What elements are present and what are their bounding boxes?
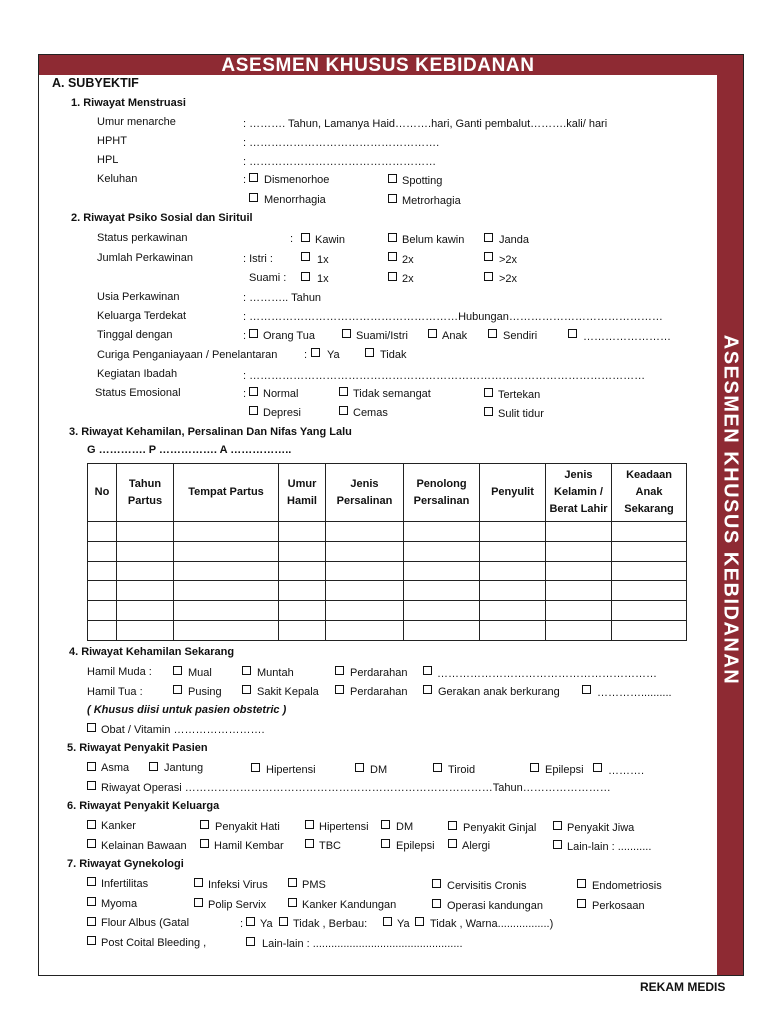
checkbox-kanker-keluarga[interactable] (87, 820, 96, 829)
history-table (87, 463, 687, 641)
flour-colon: : (240, 918, 244, 930)
label-suami-1x: 1x (317, 273, 329, 285)
heading-penyakit-keluarga: 6. Riwayat Penyakit Keluarga (67, 800, 220, 812)
checkbox-penyakit-hati[interactable] (200, 820, 209, 829)
form-title: ASESMEN KHUSUS KEBIDANAN (39, 55, 717, 75)
label-kanker-kandungan: Kanker Kandungan (302, 899, 397, 911)
field-hpl[interactable]: : …………………………………………… (243, 156, 437, 168)
label-keluarga-lain: Lain-lain : ........... (567, 841, 652, 853)
label-anak: Anak (442, 330, 468, 342)
checkbox-tinggal-lain[interactable] (568, 329, 577, 338)
label-infeksi-virus: Infeksi Virus (208, 879, 268, 891)
checkbox-perdarahan-tua[interactable] (335, 685, 344, 694)
checkbox-hipertensi-keluarga[interactable] (305, 820, 314, 829)
label-kelainan-bawaan: Kelainan Bawaan (101, 840, 187, 852)
label-perdarahan-muda: Perdarahan (350, 667, 408, 679)
label-mual: Mual (188, 667, 212, 679)
checkbox-depresi[interactable] (249, 406, 258, 415)
checkbox-sulit-tidur[interactable] (484, 407, 493, 416)
checkbox-suami-2x[interactable] (388, 272, 397, 281)
label-normal: Normal (263, 388, 299, 400)
label-keluhan: Keluhan (97, 173, 138, 185)
checkbox-suami-gt2x[interactable] (484, 272, 493, 281)
table-row[interactable] (88, 581, 687, 601)
heading-gynekologi: 7. Riwayat Gynekologi (67, 858, 184, 870)
table-row[interactable] (88, 561, 687, 581)
checkbox-sakit-kepala[interactable] (242, 685, 251, 694)
heading-riwayat-kehamilan-lalu: 3. Riwayat Kehamilan, Persalinan Dan Nifas Yang Lalu (69, 426, 352, 438)
checkbox-kanker-kandungan[interactable] (288, 898, 297, 907)
checkbox-dismenorhoe[interactable] (249, 173, 258, 182)
label-penyakit-hati: Penyakit Hati (215, 821, 280, 833)
label-spotting: Spotting (402, 175, 443, 187)
checkbox-penyakit-ginjal[interactable] (448, 821, 457, 830)
label-pusing: Pusing (188, 686, 222, 698)
label-endometriosis: Endometriosis (592, 880, 662, 892)
checkbox-muntah[interactable] (242, 666, 251, 675)
checkbox-berbau-ya[interactable] (383, 917, 392, 926)
checkbox-alergi[interactable] (448, 839, 457, 848)
checkbox-metrorhagia[interactable] (388, 194, 397, 203)
label-gatal-tidak: Tidak , Berbau: (293, 918, 368, 930)
checkbox-asma[interactable] (87, 762, 96, 771)
label-hamil-kembar: Hamil Kembar (214, 840, 284, 852)
col-tahun-partus: Tahun Partus (117, 464, 174, 522)
field-usia-perkawinan[interactable]: : ……….. Tahun (243, 292, 322, 304)
checkbox-anak[interactable] (428, 329, 437, 338)
col-penyulit: Penyulit (480, 464, 546, 522)
label-cemas: Cemas (353, 407, 388, 419)
label-metrorhagia: Metrorhagia (402, 195, 461, 207)
checkbox-cemas[interactable] (339, 406, 348, 415)
label-riwayat-operasi: Riwayat Operasi …………………………………………………………………………Tahun…………………… (101, 782, 611, 794)
label-sakit-kepala: Sakit Kepala (257, 686, 319, 698)
checkbox-post-coital[interactable] (87, 936, 96, 945)
tinggal-colon: : (243, 330, 247, 342)
label-cervisitis: Cervisitis Cronis (447, 880, 527, 892)
checkbox-keluarga-lain[interactable] (553, 840, 562, 849)
checkbox-endometriosis[interactable] (577, 879, 586, 888)
col-jenis-persalinan: Jenis Persalinan (326, 464, 404, 522)
label-tidak-semangat: Tidak semangat (353, 388, 431, 400)
label-perdarahan-tua: Perdarahan (350, 686, 408, 698)
emosi-colon: : (243, 388, 247, 400)
section-subyektif: A. SUBYEKTIF (52, 76, 139, 90)
checkbox-tertekan[interactable] (484, 388, 493, 397)
label-suami-istri: Suami/Istri (356, 330, 408, 342)
checkbox-infertilitas[interactable] (87, 877, 96, 886)
label-suami: Suami : (249, 272, 287, 284)
col-jenis-kelamin: Jenis Kelamin / Berat Lahir (546, 464, 612, 522)
label-depresi: Depresi (263, 407, 301, 419)
field-pasien-lain[interactable]: ………. (608, 765, 645, 777)
checkbox-istri-gt2x[interactable] (484, 252, 493, 261)
label-belum-kawin: Belum kawin (402, 234, 465, 246)
checkbox-normal[interactable] (249, 387, 258, 396)
checkbox-obat-vitamin[interactable] (87, 723, 96, 732)
table-row[interactable] (88, 541, 687, 561)
checkbox-perkosaan[interactable] (577, 899, 586, 908)
field-umur-menarche[interactable]: : ………. Tahun, Lamanya Haid……….hari, Ganti pembalut……….kali/ hari (243, 118, 608, 130)
label-tbc: TBC (319, 840, 341, 852)
checkbox-dm-keluarga[interactable] (381, 820, 390, 829)
label-epilepsi-keluarga: Epilepsi (396, 840, 435, 852)
label-istri-gt2x: >2x (499, 254, 518, 266)
label-post-coital: Post Coital Bleeding , (101, 937, 207, 949)
checkbox-jantung[interactable] (149, 762, 158, 771)
label-kawin: Kawin (315, 234, 345, 246)
checkbox-mual[interactable] (173, 666, 182, 675)
label-berbau-ya: Ya (397, 918, 410, 930)
label-sendiri: Sendiri (503, 330, 538, 342)
heading-penyakit-pasien: 5. Riwayat Penyakit Pasien (67, 742, 208, 754)
checkbox-istri-2x[interactable] (388, 252, 397, 261)
heading-psiko-sosial: 2. Riwayat Psiko Sosial dan Sirituil (71, 212, 253, 224)
checkbox-suami-1x[interactable] (301, 272, 310, 281)
checkbox-spotting[interactable] (388, 174, 397, 183)
checkbox-epilepsi-keluarga[interactable] (381, 839, 390, 848)
label-hamil-muda: Hamil Muda : (87, 666, 152, 678)
checkbox-polip-servix[interactable] (194, 898, 203, 907)
keluhan-colon: : (243, 174, 247, 186)
label-pms: PMS (302, 879, 326, 891)
checkbox-pasien-lain[interactable] (593, 763, 602, 772)
label-istri-1x: 1x (317, 254, 329, 266)
field-kegiatan-ibadah[interactable]: : ……………………………………………………………………………………………… (243, 370, 646, 382)
heading-kehamilan-sekarang: 4. Riwayat Kehamilan Sekarang (69, 646, 235, 658)
field-muda-lain[interactable]: …………………………………………………… (437, 668, 657, 680)
label-status-emosional: Status Emosional (95, 387, 181, 399)
label-jumlah-perkawinan: Jumlah Perkawinan (97, 252, 193, 264)
checkbox-curiga-tidak[interactable] (365, 348, 374, 357)
checkbox-pms[interactable] (288, 878, 297, 887)
label-istri: : Istri : (243, 253, 273, 265)
label-hipertensi-keluarga: Hipertensi (319, 821, 369, 833)
checkbox-tidak-semangat[interactable] (339, 387, 348, 396)
checkbox-curiga-ya[interactable] (311, 348, 320, 357)
label-istri-2x: 2x (402, 254, 414, 266)
label-jantung: Jantung (164, 762, 204, 774)
label-umur-menarche: Umur menarche (97, 116, 176, 128)
checkbox-berbau-tidak[interactable] (415, 917, 424, 926)
col-umur-hamil: Umur Hamil (279, 464, 326, 522)
table-row[interactable] (88, 621, 687, 641)
checkbox-myoma[interactable] (87, 897, 96, 906)
footer-rekam-medis: REKAM MEDIS (640, 980, 726, 994)
checkbox-janda[interactable] (484, 233, 493, 242)
label-janda: Janda (499, 234, 529, 246)
checkbox-penyakit-jiwa[interactable] (553, 821, 562, 830)
label-curiga-ya: Ya (327, 349, 340, 361)
label-flour-albus: Flour Albus (Gatal (101, 917, 190, 929)
checkbox-tbc[interactable] (305, 839, 314, 848)
checkbox-menorrhagia[interactable] (249, 193, 258, 202)
side-title: ASESMEN KHUSUS KEBIDANAN (719, 334, 742, 686)
field-tinggal-lain[interactable]: …………………… (583, 331, 671, 343)
label-obat-vitamin: Obat / Vitamin ……………………. (101, 724, 265, 736)
checkbox-kelainan-bawaan[interactable] (87, 839, 96, 848)
checkbox-tua-lain[interactable] (582, 685, 591, 694)
col-keadaan-anak: Keadaan Anak Sekarang (612, 464, 687, 522)
curiga-colon: : (304, 349, 308, 361)
label-menorrhagia: Menorrhagia (264, 194, 326, 206)
label-asma: Asma (101, 762, 130, 774)
table-row[interactable] (88, 522, 687, 542)
checkbox-flour-albus[interactable] (87, 917, 96, 926)
checkbox-cervisitis[interactable] (432, 879, 441, 888)
field-gpa[interactable]: G …………. P ……………. A …………….. (87, 444, 292, 456)
label-penyakit-jiwa: Penyakit Jiwa (567, 822, 635, 834)
field-hpht[interactable]: : ……………………………………………. (243, 137, 440, 149)
label-kegiatan-ibadah: Kegiatan Ibadah (97, 368, 178, 380)
label-keluarga-terdekat: Keluarga Terdekat (97, 310, 187, 322)
col-penolong-persalinan: Penolong Persalinan (404, 464, 480, 522)
field-keluarga-terdekat[interactable]: : …………………………………………………Hubungan…………………………………… (243, 311, 663, 323)
label-status-perkawinan: Status perkawinan (97, 232, 188, 244)
checkbox-gatal-tidak[interactable] (279, 917, 288, 926)
checkbox-suami-istri[interactable] (342, 329, 351, 338)
checkbox-orang-tua[interactable] (249, 329, 258, 338)
label-alergi: Alergi (462, 840, 491, 852)
label-orang-tua: Orang Tua (263, 330, 315, 342)
checkbox-istri-1x[interactable] (301, 252, 310, 261)
field-tua-lain[interactable]: ………….......... (597, 687, 672, 699)
label-gyn-lain: Lain-lain : ................................................. (262, 938, 463, 950)
label-epilepsi-pasien: Epilepsi (545, 764, 584, 776)
checkbox-dm-pasien[interactable] (355, 763, 364, 772)
label-kanker-keluarga: Kanker (101, 820, 136, 832)
label-hamil-tua: Hamil Tua : (87, 686, 143, 698)
label-polip-servix: Polip Servix (208, 899, 267, 911)
label-gatal-ya: Ya (260, 918, 273, 930)
label-infertilitas: Infertilitas (101, 878, 149, 890)
col-no: No (88, 464, 117, 522)
label-usia-perkawinan: Usia Perkawinan (97, 291, 180, 303)
label-dm-keluarga: DM (396, 821, 414, 833)
checkbox-sendiri[interactable] (488, 329, 497, 338)
heading-riwayat-menstruasi: 1. Riwayat Menstruasi (71, 97, 186, 109)
label-gerakan-anak: Gerakan anak berkurang (438, 686, 560, 698)
table-row[interactable] (88, 601, 687, 621)
col-tempat-partus: Tempat Partus (174, 464, 279, 522)
label-hpl: HPL (97, 154, 119, 166)
label-hpht: HPHT (97, 135, 127, 147)
checkbox-hipertensi-pasien[interactable] (251, 763, 260, 772)
label-tiroid: Tiroid (448, 764, 476, 776)
label-operasi-kandungan: Operasi kandungan (447, 900, 544, 912)
checkbox-muda-lain[interactable] (423, 666, 432, 675)
label-berbau-tidak: Tidak , Warna.................) (430, 918, 554, 930)
label-curiga: Curiga Penganiayaan / Penelantaran (97, 349, 278, 361)
label-penyakit-ginjal: Penyakit Ginjal (463, 822, 537, 834)
label-tinggal-dengan: Tinggal dengan (97, 329, 173, 341)
label-muntah: Muntah (257, 667, 294, 679)
label-tertekan: Tertekan (498, 389, 541, 401)
checkbox-belum-kawin[interactable] (388, 233, 397, 242)
label-suami-gt2x: >2x (499, 273, 518, 285)
checkbox-riwayat-operasi[interactable] (87, 781, 96, 790)
note-obstetric: ( Khusus diisi untuk pasien obstetric ) (87, 704, 287, 716)
label-suami-2x: 2x (402, 273, 414, 285)
table-header-row (88, 464, 687, 522)
label-myoma: Myoma (101, 898, 138, 910)
checkbox-gyn-lain[interactable] (246, 937, 255, 946)
checkbox-kawin[interactable] (301, 233, 310, 242)
label-perkosaan: Perkosaan (592, 900, 645, 912)
checkbox-gatal-ya[interactable] (246, 917, 255, 926)
checkbox-tiroid[interactable] (433, 763, 442, 772)
checkbox-gerakan-anak[interactable] (423, 685, 432, 694)
label-hipertensi-pasien: Hipertensi (266, 764, 316, 776)
label-sulit-tidur: Sulit tidur (498, 408, 544, 420)
checkbox-epilepsi-pasien[interactable] (530, 763, 539, 772)
label-curiga-tidak: Tidak (380, 349, 407, 361)
status-colon: : (290, 233, 294, 245)
label-dm-pasien: DM (370, 764, 388, 776)
checkbox-perdarahan-muda[interactable] (335, 666, 344, 675)
label-dismenorhoe: Dismenorhoe (264, 174, 330, 186)
checkbox-hamil-kembar[interactable] (200, 839, 209, 848)
checkbox-operasi-kandungan[interactable] (432, 899, 441, 908)
checkbox-pusing[interactable] (173, 685, 182, 694)
checkbox-infeksi-virus[interactable] (194, 878, 203, 887)
